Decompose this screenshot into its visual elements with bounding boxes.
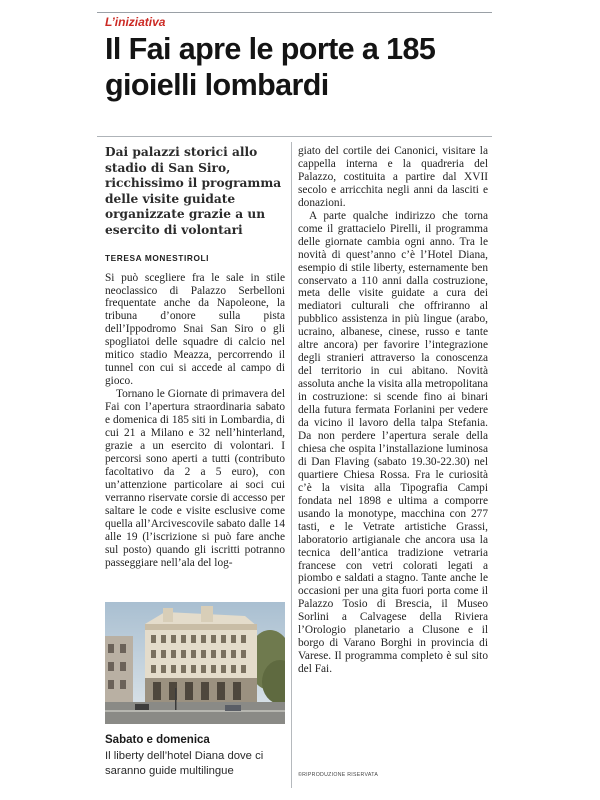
paragraph: Si può scegliere fra le sale in stile neoclassico di Palazzo Serbelloni frequentate anche da Napoleone, la tribuna d’onore sulla pista dell’Ippodromo Snai San Siro o gli spogliatoi delle squadre di calcio nel mitico stadio Meazza, percorrendo il tunnel con cui si accede al campo di gioco. bbox=[105, 271, 285, 388]
paragraph: giato del cortile dei Canonici, visitare la cappella interna e la quadreria del Palazzo, costituita a partire dal XVII secolo e arricchita negli anni da lasciti e donazioni. bbox=[298, 145, 488, 209]
kicker: L’iniziativa bbox=[105, 15, 166, 29]
headline-rule bbox=[97, 136, 492, 137]
deck: Dai palazzi storici allo stadio di San Siro, ricchissimo il programma delle visite guidate organizzate grazie a un esercito di volontari bbox=[105, 145, 282, 237]
top-rule bbox=[97, 12, 492, 13]
photo-caption-title: Sabato e domenica bbox=[105, 734, 210, 746]
copyright-credit: ©RIPRODUZIONE RISERVATA bbox=[298, 772, 379, 778]
right-body bbox=[298, 145, 488, 676]
left-column bbox=[105, 145, 285, 569]
newspaper-clipping bbox=[97, 12, 492, 792]
byline: TERESA MONESTIROLI bbox=[105, 252, 210, 263]
paragraph: Tornano le Giornate di primavera del Fai con l’apertura straordinaria sabato e domenica di 185 siti in Lombardia, di cui 21 a Milano e 32 nell’hinterland, grazie a un esercito di volontari. I percorsi sono aperti a tutti (contributo facoltativo da 2 a 5 euro), con un’attenzione particolare ai soci cui verranno riservate corsie di accesso per saltare le code e visite esclusive come quella all’Arcivescovile sabato dalle 14 alle 19 (l’iscrizione si può fare anche sul posto) quando gli iscritti potranno passeggiare nell’ala del log- bbox=[105, 388, 285, 569]
left-body bbox=[105, 272, 285, 570]
photo-caption-text: Il liberty dell’hotel Diana dove ci saranno guide multilingue bbox=[105, 750, 264, 777]
hotel-diana-photo bbox=[105, 602, 285, 724]
right-column bbox=[298, 145, 488, 676]
headline: Il Fai apre le porte a 185 gioielli lombardi bbox=[105, 32, 436, 102]
column-divider bbox=[291, 142, 292, 788]
paragraph: A parte qualche indirizzo che torna come il grattacielo Pirelli, il programma delle giornate cambia ogni anno. Tra le novità di quest’anno c’è l’Hotel Diana, esempio di stile liberty, esternamente ben conservato a 110 anni dalla costruzione, meta delle visite guidate a cura dei mediatori culturali che offriranno al pubblico assistenza in più lingue (arabo, ucraino, albanese, cinese, russo e tante altre ancora) per favorire l’integrazione degli stranieri attraverso la conoscenza del territorio in cui abitano. Novità assoluta anche la visita alla metropolitana in costruzione: si scende fino ai binari della futura fermata Forlanini per vedere da vicino il lavoro della talpa Stefania. Da non perdere l’apertura serale della chiesa che ospita l’installazione luminosa di Dan Flaving (sabato 19.30-22.30) nel quartiere Chiesa Rossa. Fra le curiosità c’è la visita alla Tipografia Campi fondata nel 1898 e ultima a comporre usando la monotype, macchina con 277 tasti, e le Vetrate artistiche Grassi, laboratorio artigianale che ancora usa la tecnica dell’antica tradizione vetraria francese con vetri colorati legati a piombo e saldati a stagno. Tante anche le occasioni per una gita fuori porta come il Palazzo Tosio di Brescia, il Museo Sorlini a Calvagese della Riviera l’Orologio planetario a Clusone e il borgo di Varano Borghi in provincia di Varese. Il programma completo è sul sito del Fai. bbox=[298, 209, 488, 676]
